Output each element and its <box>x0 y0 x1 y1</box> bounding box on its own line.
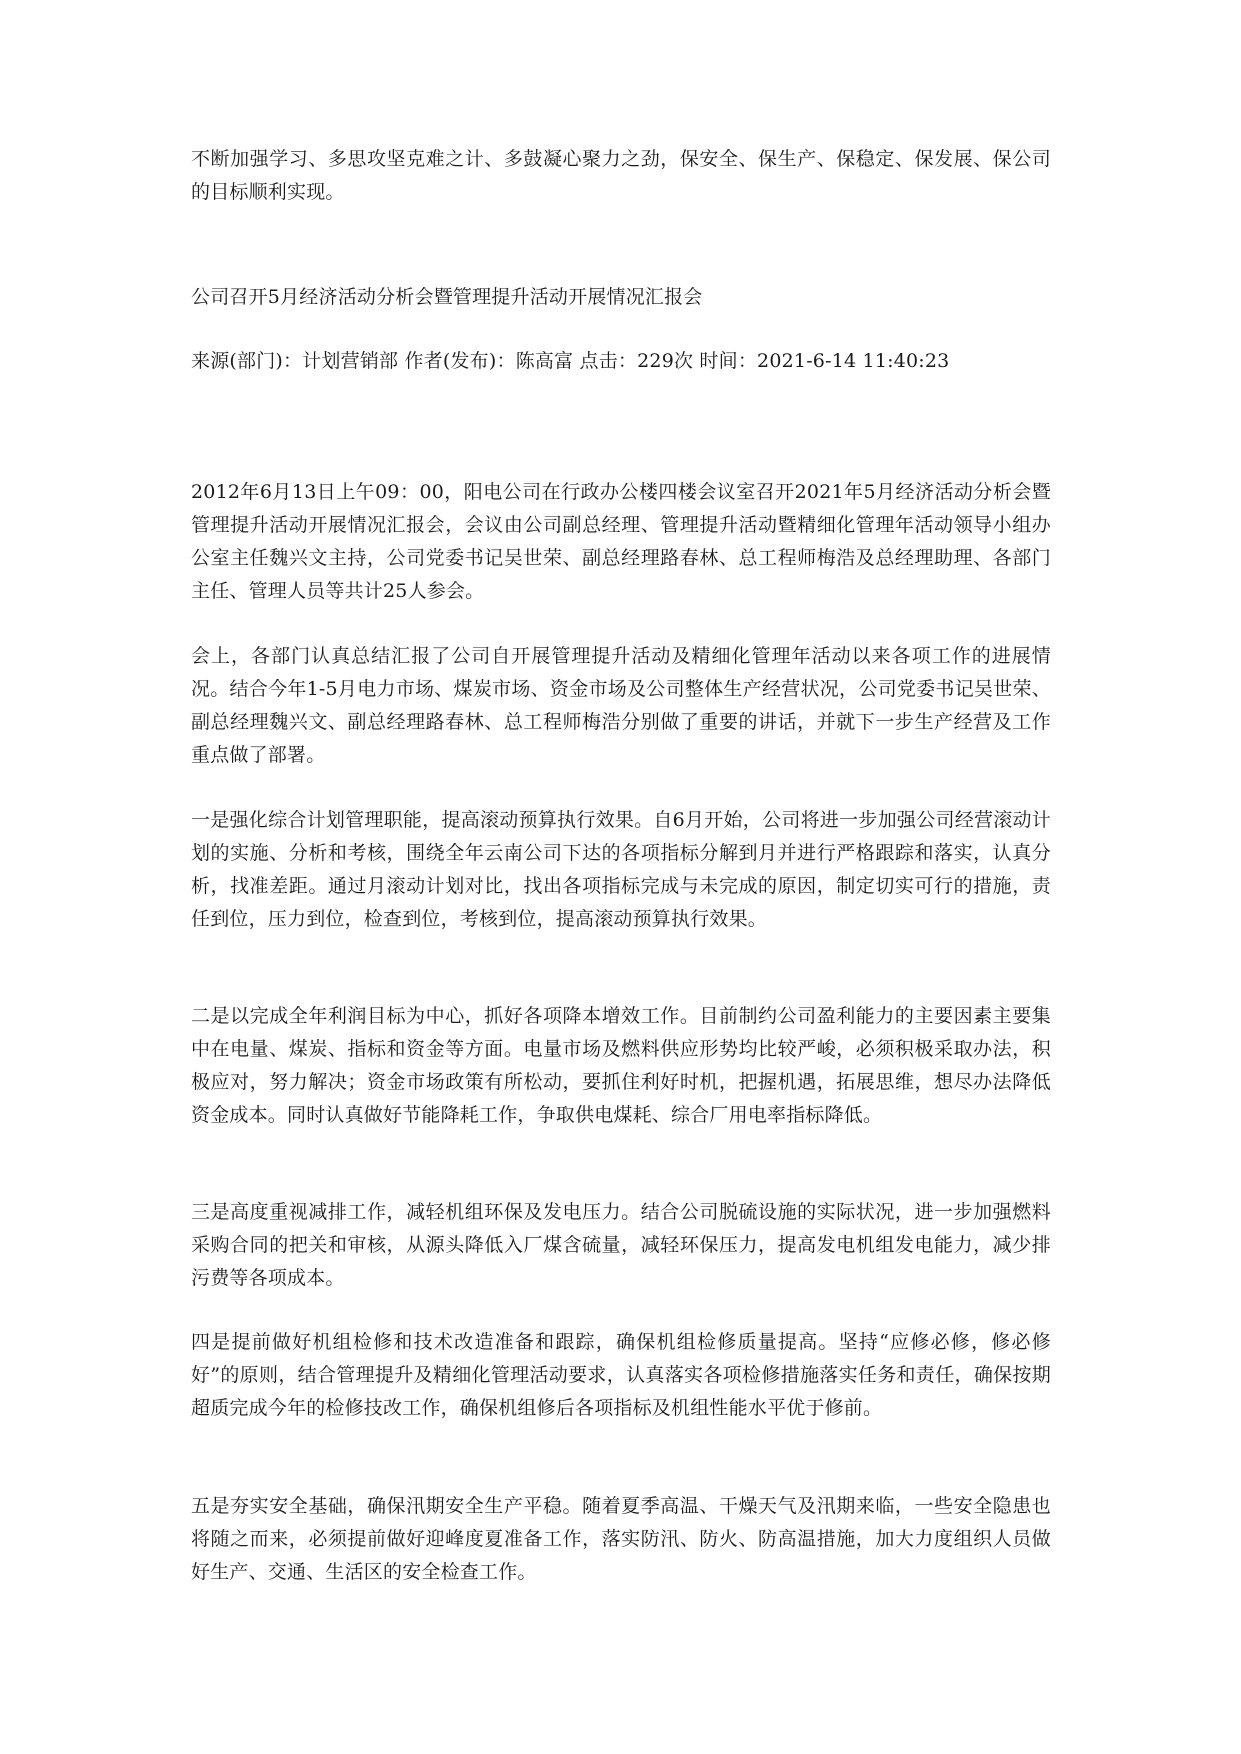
body-paragraph-1: 2012年6月13日上午09：00，阳电公司在行政办公楼四楼会议室召开2021年5月经济活动分析会暨管理提升活动开展情况汇报会，会议由公司副总经理、管理提升活动暨精细化管理年活动领导小组办公室主任魏兴文主持，公司党委书记吴世荣、副总经理路春林、总工程师梅浩及总经理助理、各部门主任、管理人员等共计25人参会。 <box>191 481 1051 602</box>
body-paragraph-7: 五是夯实安全基础，确保汛期安全生产平稳。随着夏季高温、干燥天气及汛期来临，一些安全隐患也将随之而来，必须提前做好迎峰度夏准备工作，落实防汛、防火、防高温措施，加大力度组织人员做好生产、交通、生活区的安全检查工作。 <box>191 1495 1051 1583</box>
article-title: 公司召开5月经济活动分析会暨管理提升活动开展情况汇报会 <box>191 286 703 308</box>
body-paragraph-3: 一是强化综合计划管理职能，提高滚动预算执行效果。自6月开始，公司将进一步加强公司经营滚动计划的实施、分析和考核，围绕全年云南公司下达的各项指标分解到月并进行严格跟踪和落实，认真分析，找准差距。通过月滚动计划对比，找出各项指标完成与未完成的原因，制定切实可行的措施，责任到位，压力到位，检查到位，考核到位，提高滚动预算执行效果。 <box>191 809 1051 930</box>
intro-paragraph: 不断加强学习、多思攻坚克难之计、多鼓凝心聚力之劲，保安全、保生产、保稳定、保发展、保公司的目标顺利实现。 <box>191 148 1051 203</box>
article-meta-line: 来源(部门)：计划营销部 作者(发布)：陈高富 点击：229次 时间：2021-6-14 11:40:23 <box>191 350 950 372</box>
body-paragraph-4: 二是以完成全年利润目标为中心，抓好各项降本增效工作。目前制约公司盈利能力的主要因素主要集中在电量、煤炭、指标和资金等方面。电量市场及燃料供应形势均比较严峻，必须积极采取办法，积极应对，努力解决；资金市场政策有所松动，要抓住利好时机，把握机遇，拓展思维，想尽办法降低资金成本。同时认真做好节能降耗工作，争取供电煤耗、综合厂用电率指标降低。 <box>191 1005 1051 1126</box>
body-paragraph-2: 会上，各部门认真总结汇报了公司自开展管理提升活动及精细化管理年活动以来各项工作的进展情况。结合今年1-5月电力市场、煤炭市场、资金市场及公司整体生产经营状况，公司党委书记吴世荣、副总经理魏兴文、副总经理路春林、总工程师梅浩分别做了重要的讲话，并就下一步生产经营及工作重点做了部署。 <box>191 645 1051 766</box>
body-paragraph-6: 四是提前做好机组检修和技术改造准备和跟踪，确保机组检修质量提高。坚持“应修必修，修必修好”的原则，结合管理提升及精细化管理活动要求，认真落实各项检修措施落实任务和责任，确保按期超质完成今年的检修技改工作，确保机组修后各项指标及机组性能水平优于修前。 <box>191 1331 1051 1419</box>
body-paragraph-5: 三是高度重视减排工作，减轻机组环保及发电压力。结合公司脱硫设施的实际状况，进一步加强燃料采购合同的把关和审核，从源头降低入厂煤含硫量，减轻环保压力，提高发电机组发电能力，减少排污费等各项成本。 <box>191 1201 1051 1289</box>
